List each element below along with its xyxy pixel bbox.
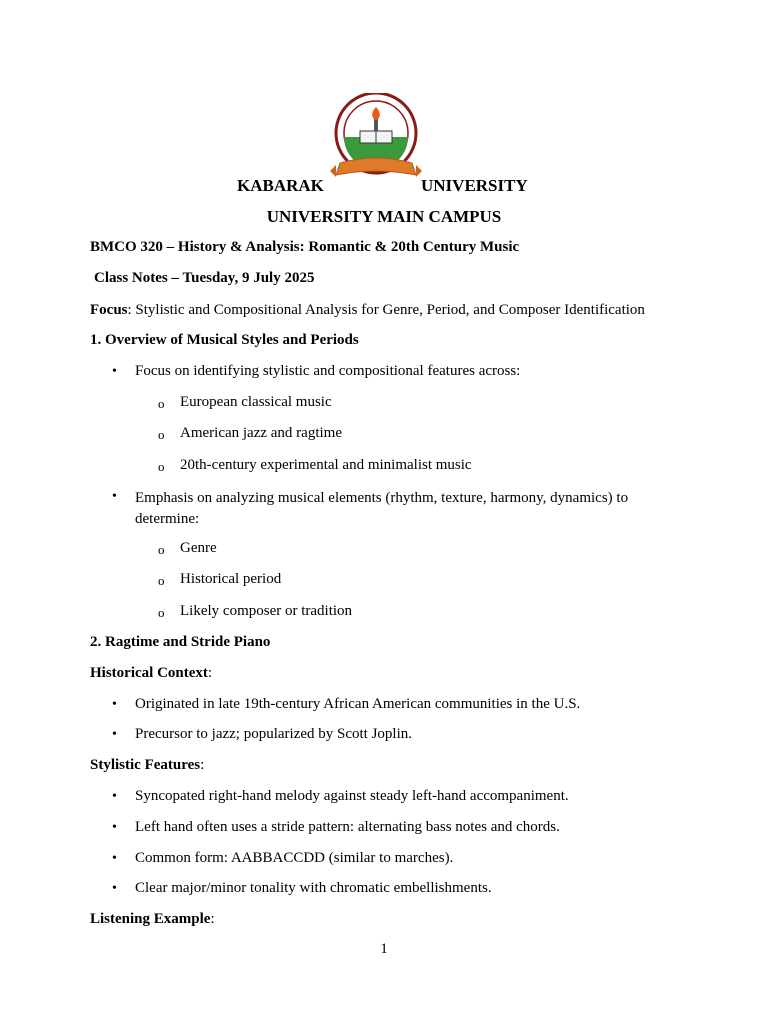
colon: : <box>200 757 205 773</box>
stylistic-features-label: Stylistic Features <box>90 757 201 773</box>
list-item: Genre <box>180 540 217 556</box>
bullet-icon: • <box>112 820 117 835</box>
list-item: Historical period <box>180 571 282 587</box>
bullet-icon: • <box>112 727 117 742</box>
focus-text: : Stylistic and Compositional Analysis for Genre, Period, and Composer Identification <box>127 302 645 318</box>
section-1-heading: 1. Overview of Musical Styles and Periods <box>90 332 359 348</box>
bullet-icon: • <box>112 489 117 504</box>
list-item: Originated in late 19th-century African American communities in the U.S. <box>135 696 581 712</box>
list-item: Focus on identifying stylistic and compositional features across: <box>135 363 521 379</box>
list-item: Precursor to jazz; popularized by Scott Joplin. <box>135 726 413 742</box>
colon: : <box>207 665 213 681</box>
list-item: 20th-century experimental and minimalist music <box>180 457 472 473</box>
bullet-icon: • <box>112 789 117 804</box>
stylistic-features-heading <box>90 757 204 774</box>
list-item: Syncopated right-hand melody against steady left-hand accompaniment. <box>135 788 569 804</box>
bullet-icon: • <box>112 881 117 896</box>
historical-context-label: Historical Context <box>90 665 208 681</box>
list-item: Left hand often uses a stride pattern: alternating bass notes and chords. <box>135 819 560 835</box>
class-notes-date: Class Notes – Tuesday, 9 July 2025 <box>94 270 315 286</box>
focus-line <box>90 302 645 319</box>
list-item: European classical music <box>180 394 332 410</box>
course-title: BMCO 320 – History & Analysis: Romantic & 20th Century Music <box>90 239 520 255</box>
sub-bullet-icon: o <box>158 459 165 474</box>
listening-example-heading <box>90 911 215 928</box>
university-logo <box>330 93 422 195</box>
colon: : <box>210 911 215 927</box>
university-name-left: KABARAK <box>237 176 324 195</box>
bullet-icon: • <box>112 697 117 712</box>
listening-example-label: Listening Example <box>90 911 211 927</box>
bullet-icon: • <box>112 364 117 379</box>
sub-bullet-icon: o <box>158 427 165 442</box>
bullet-icon: • <box>112 851 117 866</box>
list-item: Emphasis on analyzing musical elements (rhythm, texture, harmony, dynamics) to determine: <box>135 490 629 527</box>
university-name-right: UNIVERSITY <box>421 176 528 195</box>
course-title-line <box>90 239 519 256</box>
sub-bullet-icon: o <box>158 542 165 557</box>
section-2-heading: 2. Ragtime and Stride Piano <box>90 634 271 650</box>
historical-context-heading <box>90 665 212 682</box>
focus-label: Focus <box>90 302 128 318</box>
sub-bullet-icon: o <box>158 396 165 411</box>
list-item: Common form: AABBACCDD (similar to marches). <box>135 850 454 866</box>
university-seal-icon <box>330 93 422 195</box>
sub-bullet-icon: o <box>158 605 165 620</box>
list-item: American jazz and ragtime <box>180 425 342 441</box>
list-item: Likely composer or tradition <box>180 603 353 619</box>
list-item: Clear major/minor tonality with chromatic embellishments. <box>135 880 492 896</box>
campus-title: UNIVERSITY MAIN CAMPUS <box>266 207 502 226</box>
page-number: 1 <box>380 941 388 957</box>
sub-bullet-icon: o <box>158 573 165 588</box>
